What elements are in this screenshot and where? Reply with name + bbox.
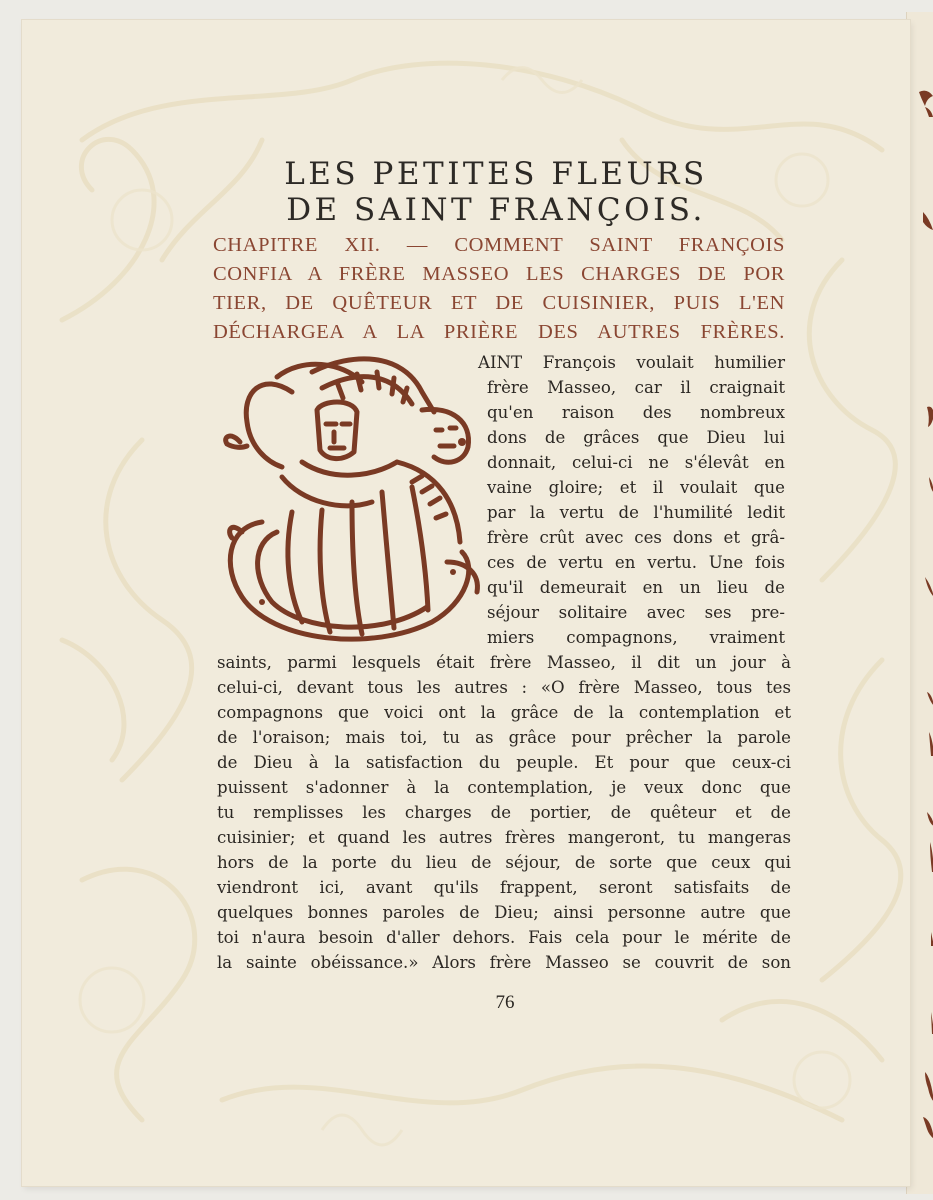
body-line: hors de la porte du lieu de séjour, de sorte que ceux qui xyxy=(217,853,791,872)
next-page-ornament xyxy=(907,12,933,1194)
body-line: séjour solitaire avec ses pre- xyxy=(487,603,785,622)
chapter-heading-line: CONFIA A FRÈRE MASSEO LES CHARGES DE POR xyxy=(213,263,785,285)
body-line: frère crût avec ces dons et grâ- xyxy=(487,528,785,547)
body-line: donnait, celui-ci ne s'élevât en xyxy=(487,453,785,472)
page-number: 76 xyxy=(495,992,515,1013)
body-line: miers compagnons, vraiment xyxy=(487,628,785,647)
book-title-line-2: DE SAINT FRANÇOIS. xyxy=(286,192,706,228)
chapter-heading-line: DÉCHARGEA A LA PRIÈRE DES AUTRES FRÈRES. xyxy=(213,321,785,343)
body-line: ces de vertu en vertu. Une fois xyxy=(487,553,785,572)
body-line: toi n'aura besoin d'aller dehors. Fais cela pour le mérite de xyxy=(217,928,791,947)
body-line: de l'oraison; mais toi, tu as grâce pour prêcher la parole xyxy=(217,728,791,747)
body-line: tu remplisses les charges de portier, de quêteur et de xyxy=(217,803,791,822)
body-line: cuisinier; et quand les autres frères mangeront, tu mangeras xyxy=(217,828,791,847)
body-line: AINT François voulait humilier xyxy=(478,353,785,372)
body-line: celui-ci, devant tous les autres : «O frère Masseo, tous tes xyxy=(217,678,791,697)
next-page-edge xyxy=(906,12,933,1194)
body-line: viendront ici, avant qu'ils frappent, seront satisfaits de xyxy=(217,878,791,897)
body-line: qu'il demeurait en un lieu de xyxy=(487,578,785,597)
body-line: vaine gloire; et il voulait que xyxy=(487,478,785,497)
body-line: dons de grâces que Dieu lui xyxy=(487,428,785,447)
body-line: de Dieu à la satisfaction du peuple. Et pour que ceux-ci xyxy=(217,753,791,772)
body-line: par la vertu de l'humilité ledit xyxy=(487,503,785,522)
book-title-line-1: LES PETITES FLEURS xyxy=(284,156,708,192)
body-line: la sainte obéissance.» Alors frère Masseo se couvrit de son xyxy=(217,953,791,972)
chapter-heading-line: CHAPITRE XII. — COMMENT SAINT FRANÇOIS xyxy=(213,234,785,256)
body-line: frère Masseo, car il craignait xyxy=(487,378,785,397)
body-line: puissent s'adonner à la contemplation, je veux donc que xyxy=(217,778,791,797)
chapter-heading-line: TIER, DE QUÊTEUR ET DE CUISINIER, PUIS L'EN xyxy=(213,292,785,314)
body-line: saints, parmi lesquels était frère Masseo, il dit un jour à xyxy=(217,653,791,672)
body-line: compagnons que voici ont la grâce de la contemplation et xyxy=(217,703,791,722)
body-line: quelques bonnes paroles de Dieu; ainsi personne autre que xyxy=(217,903,791,922)
body-line: qu'en raison des nombreux xyxy=(487,403,785,422)
woodcut-initial-s xyxy=(222,352,484,652)
